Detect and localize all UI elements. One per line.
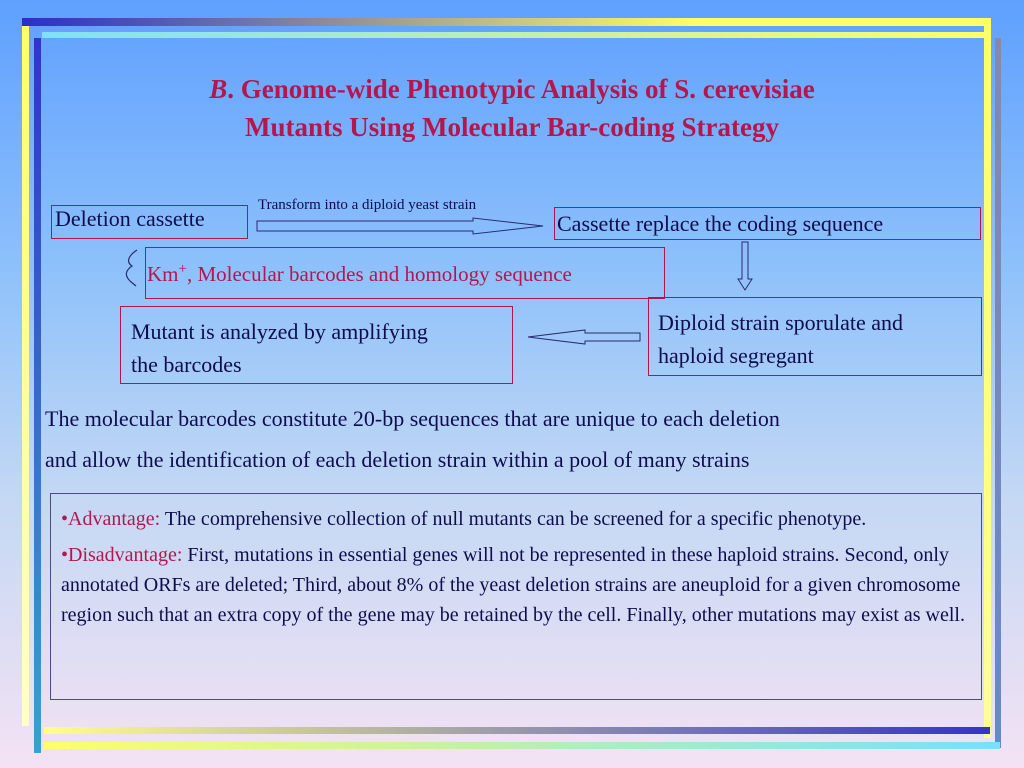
mutant-line2: the barcodes: [131, 352, 242, 377]
mutant-line1: Mutant is analyzed by amplifying: [131, 319, 428, 344]
disadvantage-label: Disadvantage:: [68, 544, 183, 566]
pros-cons-box: [50, 493, 982, 700]
transform-label: Transform into a diploid yeast strain: [258, 197, 477, 213]
advantage-text: The comprehensive collection of null mutants can be screened for a specific phenotype.: [160, 508, 867, 530]
arrow-down: [738, 242, 752, 290]
deletion-cassette-label: Deletion cassette: [55, 206, 205, 231]
disadvantage-item: [61, 540, 971, 630]
description-line1: The molecular barcodes constitute 20-bp sequences that are unique to each deletion: [45, 406, 780, 431]
title-line2: Mutants Using Molecular Bar-coding Strategy: [245, 112, 779, 142]
km-base: Km: [147, 262, 179, 286]
description-paragraph: [45, 398, 1005, 480]
cassette-replace-label: Cassette replace the coding sequence: [557, 211, 884, 236]
title-prefix: B: [209, 74, 228, 104]
bullet-icon: •: [61, 508, 69, 530]
km-rest: , Molecular barcodes and homology sequence: [186, 262, 572, 286]
advantage-label: Advantage:: [68, 508, 161, 530]
bullet-icon: •: [61, 544, 69, 566]
title-line1: . Genome-wide Phenotypic Analysis of S. cerevisiae: [227, 74, 815, 104]
arrow-left: [528, 330, 640, 344]
disadvantage-text: First, mutations in essential genes will not be represented in these haploid strains. Second, only annotated ORFs are deleted; Third, about 8% of the yeast deletion strains are aneuploid for a given chromosome region such that an extra copy of the gene may be retained by the cell. Finally, other mutations may exist as well.: [61, 544, 965, 626]
curly-bracket-icon: [126, 250, 137, 286]
diploid-line2: haploid segregant: [658, 343, 814, 368]
arrow-right-transform: [257, 218, 543, 234]
description-line2: and allow the identification of each deletion strain within a pool of many strains: [45, 447, 750, 472]
diploid-line1: Diploid strain sporulate and: [658, 310, 904, 335]
advantage-item: [61, 504, 971, 534]
km-superscript: +: [178, 261, 187, 277]
